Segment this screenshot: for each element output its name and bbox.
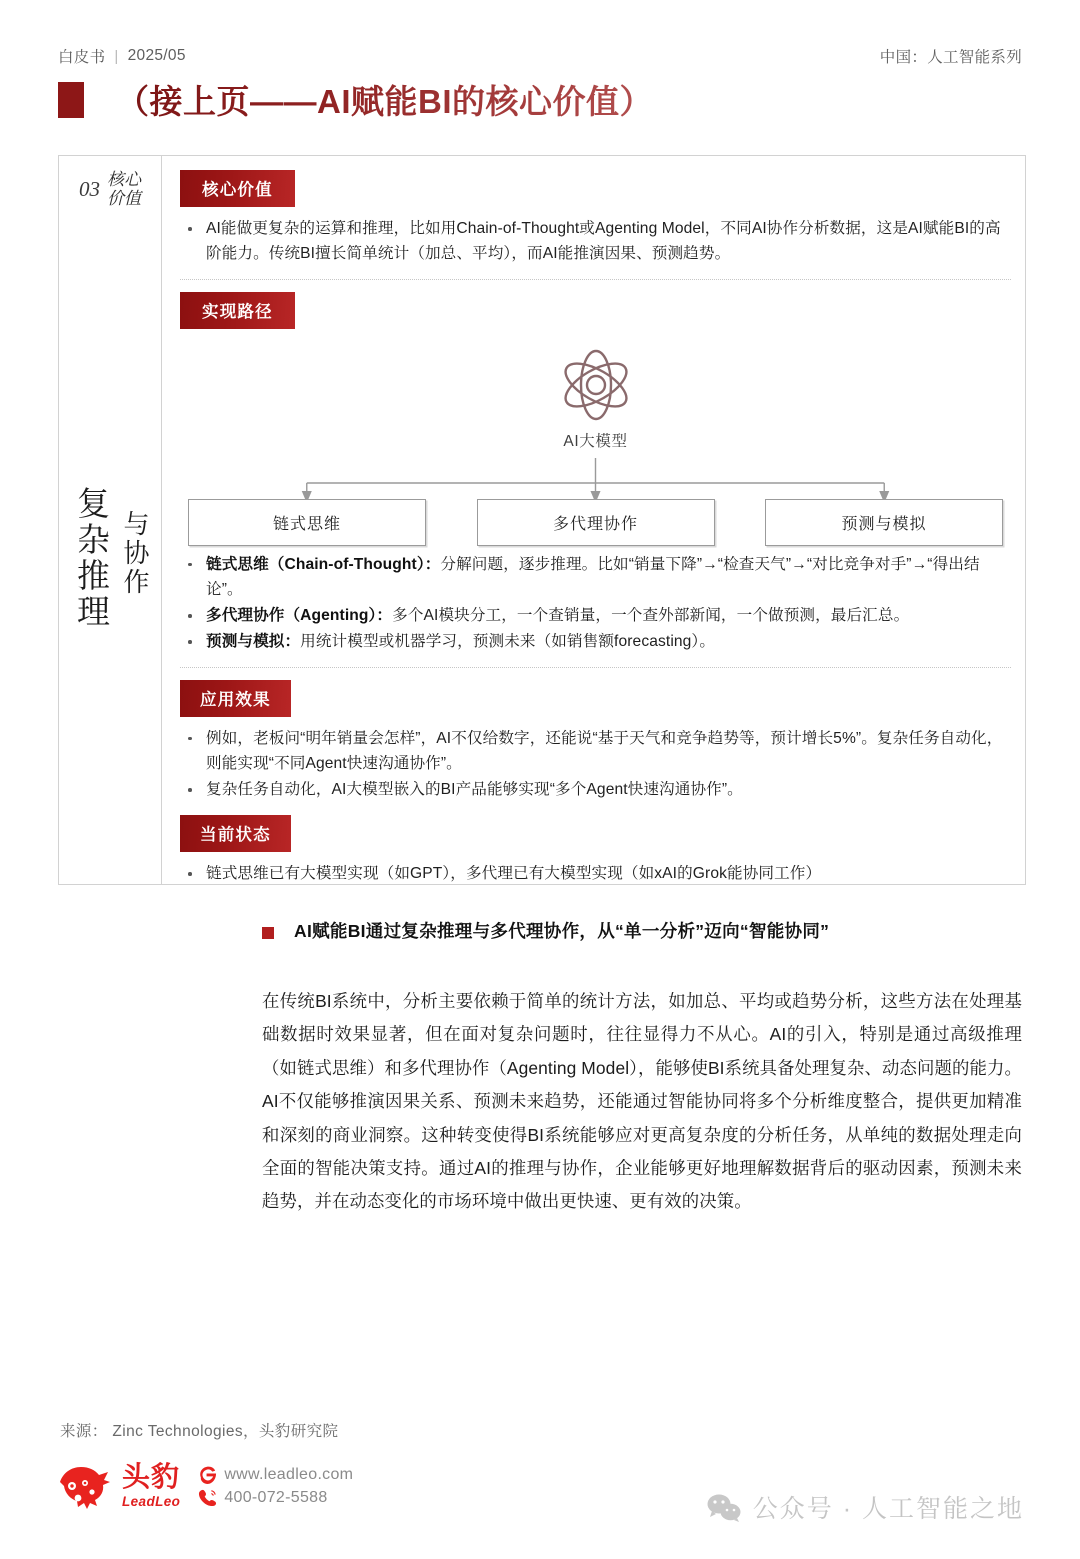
list-item: 复杂任务自动化，AI大模型嵌入的BI产品能够实现“多个Agent快速沟通协作”。 (180, 777, 1011, 802)
doc-type-label: 白皮书 (58, 49, 106, 66)
list-item-lead: 预测与模拟： (206, 633, 301, 651)
left-rail (59, 156, 162, 884)
list-item (180, 603, 1011, 628)
rail-vertical-sub: 与协作 (120, 510, 149, 597)
page-title-row (58, 76, 653, 123)
frame-content (162, 156, 1025, 884)
diagram-node: 链式思维 (188, 499, 426, 546)
list-item: 例如，老板问“明年销量会怎样”，AI不仅给数字，还能说“基于天气和竞争趋势等，预计增长5%”。复杂任务自动化，则能实现“不同Agent快速沟通协作”。 (180, 726, 1011, 777)
brand-name-cn: 头豹 (122, 1461, 181, 1493)
website-text: www.leadleo.com (224, 1465, 354, 1483)
wechat-icon (707, 1493, 741, 1522)
header-left-group (58, 45, 186, 67)
list-item: 链式思维已有大模型实现（如GPT），多代理已有大模型实现（如xAI的Grok能协同工作） (180, 861, 1011, 886)
summary-paragraph: 在传统BI系统中，分析主要依赖于简单的统计方法，如加总、平均或趋势分析，这些方法在处理基础数据时效果显著，但在面对复杂问题时，往往显得力不从心。AI的引入，特别是通过高级推理（如链式思维）和多代理协作（Agenting Model），能够使BI系统具备处理复杂、动态问题的能力。AI不仅能够推演因果关系、预测未来趋势，还能通过智能协同将多个分析维度整合，提供更加精准和深刻的商业洞察。这种转变使得BI系统能够应对更高复杂度的分析任务，从单纯的数据处理走向全面的智能决策支持。通过AI的推理与协作，企业能够更好地理解数据背后的驱动因素，预测未来趋势，并在动态变化的市场环境中做出更快速、更有效的决策。 (262, 991, 1022, 1212)
source-label: 来源： (60, 1423, 108, 1440)
rail-vertical-title (59, 486, 161, 630)
path-diagram (180, 340, 1011, 552)
internet-explorer-icon (198, 1465, 217, 1484)
badge-effect: 应用效果 (180, 680, 291, 717)
summary-lead-text: AI赋能BI通过复杂推理与多代理协作，从“单一分析”迈向“智能协同” (294, 921, 830, 941)
watermark-text: 公众号 · 人工智能之地 (752, 1495, 1024, 1523)
series-label: 中国：人工智能系列 (879, 49, 1022, 66)
source-line (60, 1419, 338, 1441)
list-item: AI能做更复杂的运算和推理，比如用Chain-of-Thought或Agenting Model，不同AI协作分析数据，这是AI赋能BI的高阶能力。传统BI擅长简单统计（加总、平均），而AI能推演因果、预测趋势。 (180, 216, 1011, 267)
diagram-node: 预测与模拟 (765, 499, 1003, 546)
header-divider: | (114, 47, 119, 65)
list-item-lead: 链式思维（Chain-of-Thought）： (206, 555, 441, 573)
rail-heading-group (59, 170, 161, 208)
leopard-logo-icon (56, 1460, 112, 1512)
list-item-rest: 用统计模型或机器学习，预测未来（如销售额forecasting）。 (300, 633, 716, 651)
path-bullet-list (180, 552, 1011, 655)
badge-path: 实现路径 (180, 292, 295, 329)
list-item-rest: 多个AI模块分工，一个查销量，一个查外部新闻，一个做预测，最后汇总。 (392, 607, 910, 624)
rail-vertical-main: 复杂推理 (72, 486, 108, 630)
rail-keyword-line1: 核心 (107, 170, 141, 189)
section-divider (180, 279, 1011, 280)
section-divider (180, 667, 1011, 668)
effect-bullet-list (180, 726, 1011, 803)
list-item (180, 552, 1011, 603)
list-item-rest: 分解问题，逐步推理。比如“销量下降”→“检查天气”→“对比竞争对手”→“得出结论”。 (206, 555, 980, 598)
contact-group (198, 1465, 353, 1507)
summary-lead-row (262, 920, 1022, 944)
content-frame (58, 155, 1026, 885)
list-item (180, 629, 1011, 654)
phone-icon (198, 1488, 217, 1507)
diagram-root-label: AI大模型 (563, 432, 628, 450)
wechat-watermark (707, 1489, 1024, 1525)
diagram-node-row (188, 499, 1003, 546)
badge-core-value: 核心价值 (180, 170, 295, 207)
brand-logo-row (56, 1460, 353, 1512)
summary-square-marker-icon (262, 927, 274, 939)
rail-section-number: 03 (79, 176, 100, 201)
badge-status: 当前状态 (180, 815, 291, 852)
rail-keyword (107, 170, 141, 208)
list-item-lead: 多代理协作（Agenting）： (206, 607, 393, 624)
brand-name-en: LeadLeo (122, 1493, 181, 1509)
rail-keyword-line2: 价值 (107, 189, 141, 209)
title-square-marker-icon (58, 82, 84, 118)
status-bullet-list (180, 861, 1011, 886)
brand-text-group (122, 1461, 181, 1509)
phone-line[interactable] (198, 1488, 353, 1507)
website-line[interactable] (198, 1465, 353, 1484)
page-title: （接上页——AI赋能BI的核心价值） (116, 76, 653, 123)
page-header (58, 44, 1022, 68)
source-value: Zinc Technologies，头豹研究院 (112, 1423, 339, 1440)
phone-text: 400-072-5588 (224, 1488, 328, 1506)
core-value-bullet-list (180, 216, 1011, 267)
doc-date-label: 2025/05 (127, 47, 186, 64)
diagram-node: 多代理协作 (477, 499, 715, 546)
